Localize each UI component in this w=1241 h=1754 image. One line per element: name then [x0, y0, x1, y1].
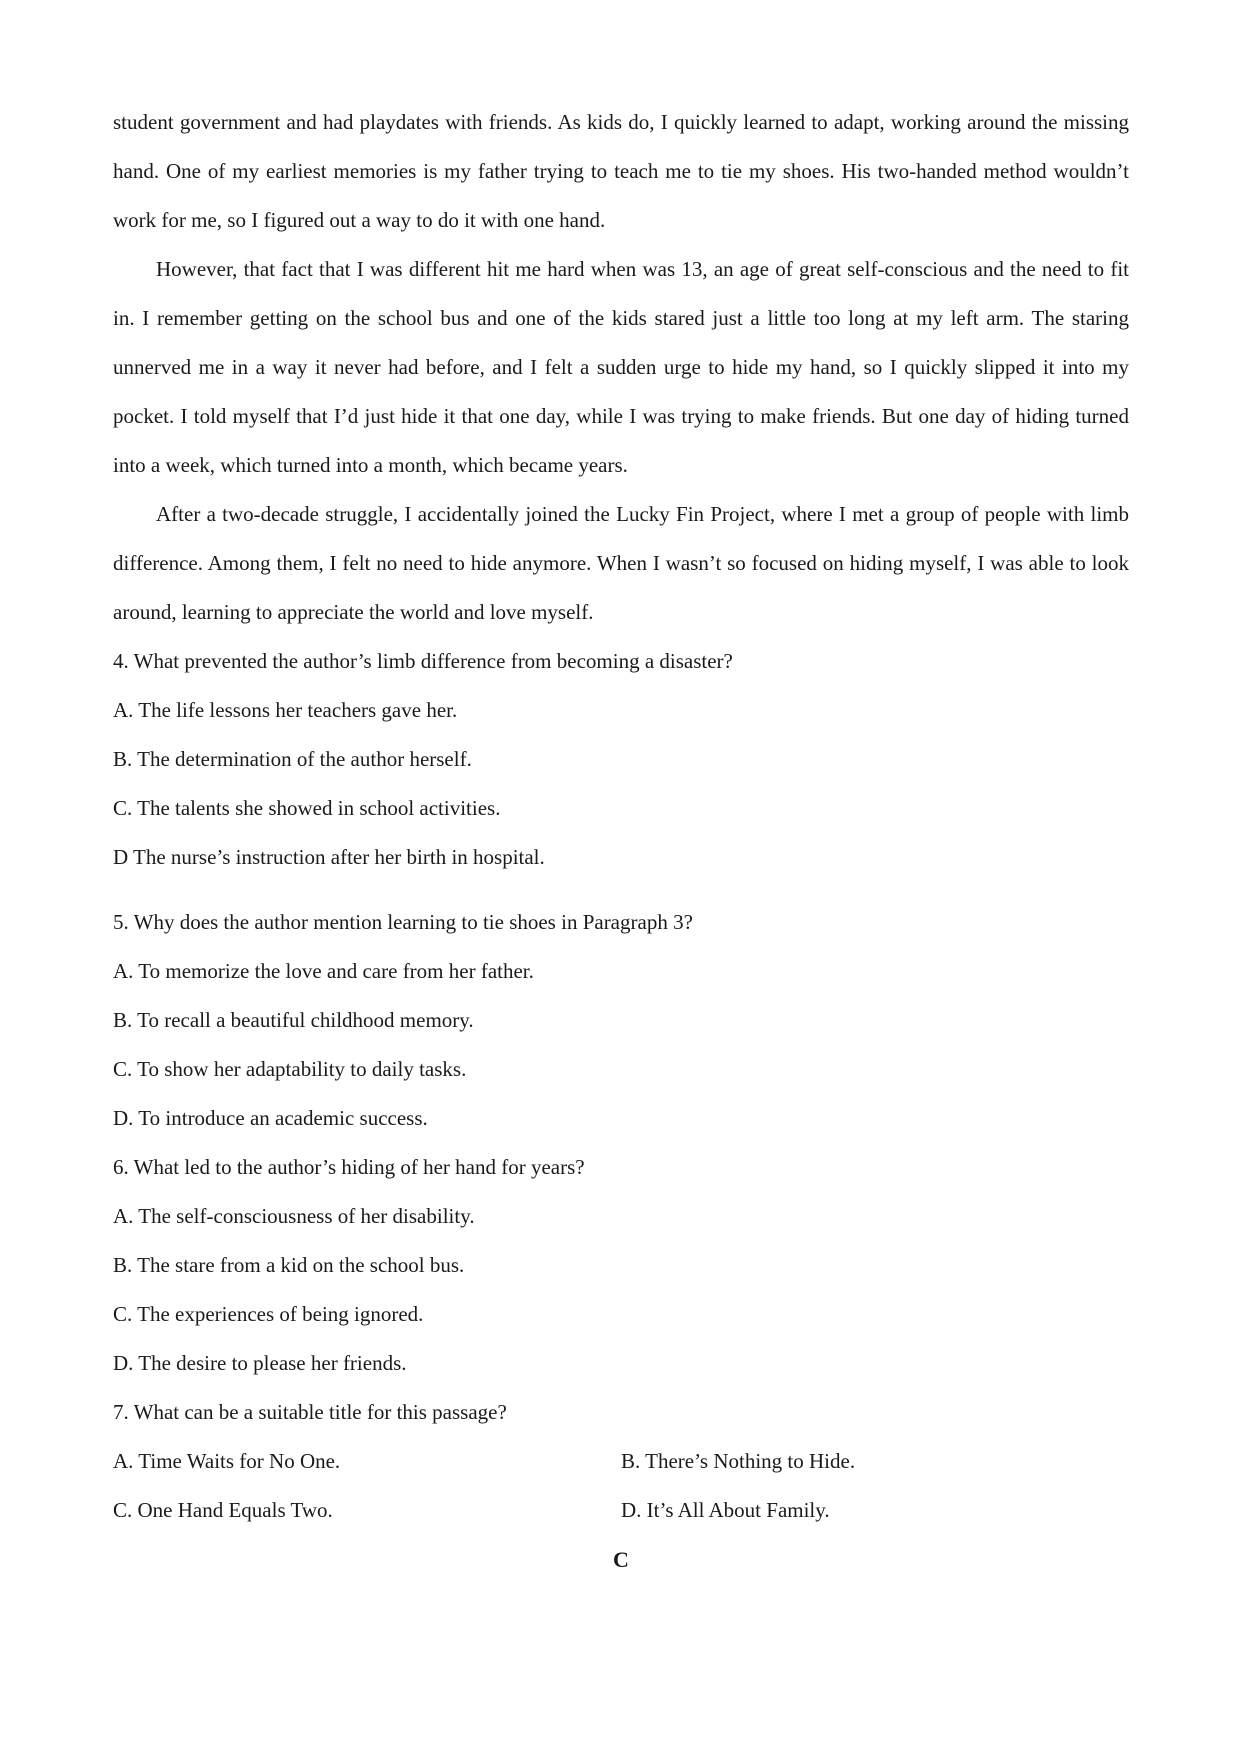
option-b: B. There’s Nothing to Hide.	[621, 1449, 856, 1473]
option-d: D The nurse’s instruction after her birth in hospital.	[113, 845, 545, 869]
question-stem: 7. What can be a suitable title for this passage?	[113, 1400, 507, 1424]
document-page	[113, 98, 1129, 1584]
passage-paragraph-3: After a two-decade struggle, I accidentally joined the Lucky Fin Project, where I met a group of people with limb difference. Among them, I felt no need to hide anymore. When I wasn’t so focused on hiding myself, I was able to look around, learning to appreciate the world and love myself.	[113, 502, 1129, 624]
option-a: A. Time Waits for No One.	[113, 1449, 341, 1473]
option-b: B. The stare from a kid on the school bus.	[113, 1253, 465, 1277]
option-d: D. The desire to please her friends.	[113, 1351, 407, 1375]
question-7	[113, 1388, 1129, 1535]
option-b: B. The determination of the author herself.	[113, 747, 472, 771]
question-stem: 4. What prevented the author’s limb difference from becoming a disaster?	[113, 649, 733, 673]
question-stem: 6. What led to the author’s hiding of her hand for years?	[113, 1155, 585, 1179]
question-4	[113, 637, 1129, 882]
option-d: D. It’s All About Family.	[621, 1498, 830, 1522]
option-c: C. The experiences of being ignored.	[113, 1302, 424, 1326]
question-stem: 5. Why does the author mention learning to tie shoes in Paragraph 3?	[113, 910, 693, 934]
section-heading: C	[613, 1547, 629, 1572]
options-row-2	[113, 1486, 1129, 1535]
question-5	[113, 898, 1129, 1143]
option-a: A. The self-consciousness of her disability.	[113, 1204, 475, 1228]
passage-paragraph-2: However, that fact that I was different hit me hard when was 13, an age of great self-conscious and the need to fit in. I remember getting on the school bus and one of the kids stared just a little too long at my left arm. The staring unnerved me in a way it never had before, and I felt a sudden urge to hide my hand, so I quickly slipped it into my pocket. I told myself that I’d just hide it that one day, while I was trying to make friends. But one day of hiding turned into a week, which turned into a month, which became years.	[113, 257, 1129, 477]
passage-paragraph-1: student government and had playdates with friends. As kids do, I quickly learned to adapt, working around the missing hand. One of my earliest memories is my father trying to teach me to tie my shoes. His two-handed method wouldn’t work for me, so I figured out a way to do it with one hand.	[113, 110, 1129, 232]
question-6	[113, 1143, 1129, 1388]
option-a: A. The life lessons her teachers gave her.	[113, 698, 458, 722]
option-c: C. One Hand Equals Two.	[113, 1498, 333, 1522]
option-c: C. To show her adaptability to daily tasks.	[113, 1057, 467, 1081]
options-row-1	[113, 1437, 1129, 1486]
option-d: D. To introduce an academic success.	[113, 1106, 428, 1130]
option-b: B. To recall a beautiful childhood memory.	[113, 1008, 474, 1032]
option-c: C. The talents she showed in school activities.	[113, 796, 501, 820]
option-a: A. To memorize the love and care from her father.	[113, 959, 534, 983]
